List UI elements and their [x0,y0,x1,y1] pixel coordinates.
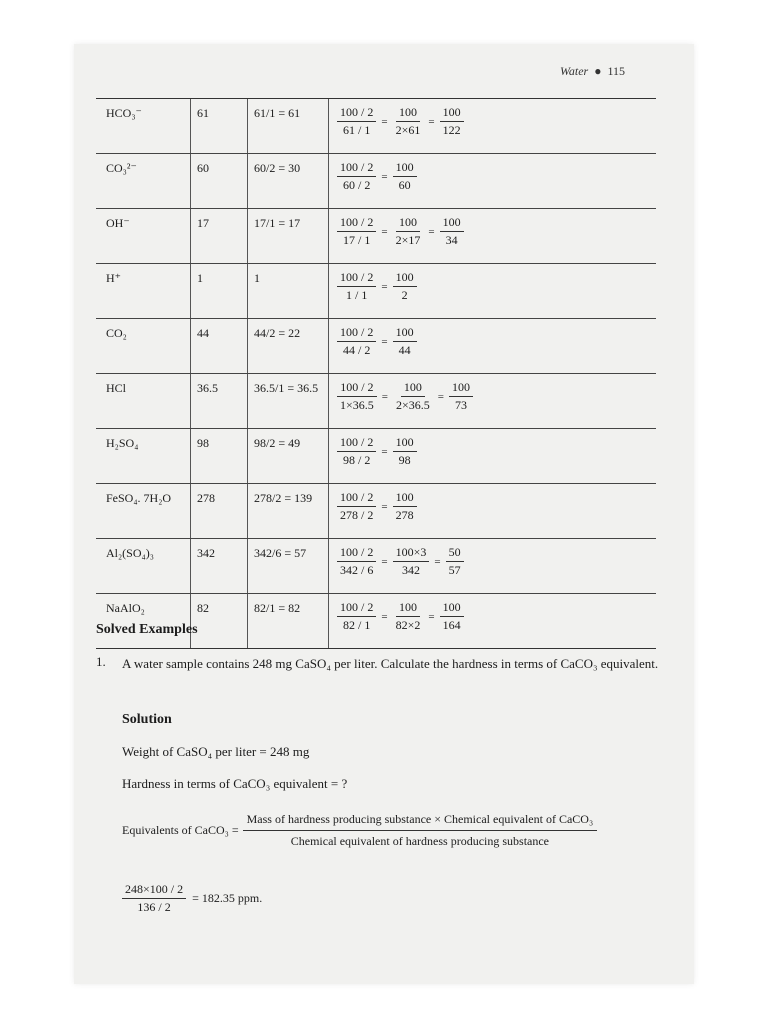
fraction [393,600,424,633]
fraction-denominator: 2×61 [395,123,421,137]
multiplication-factor-cell [329,594,657,649]
chemical-equivalent-cell: 17/1 = 17 [248,209,329,264]
substance-cell: Al₂(SO₄)₃ [96,539,191,594]
fraction [393,435,417,468]
table-row [96,99,656,154]
question-text: A water sample contains 248 mg CaSO₄ per liter. Calculate the hardness in terms of CaCO₃ equivalent. [122,656,659,671]
multiplication-factor-cell [329,264,657,319]
fraction [440,600,464,633]
fraction-numerator: 100 [396,215,420,232]
multiplication-factor-cell [329,209,657,264]
equivalents-formula [122,812,597,849]
fraction-numerator: 50 [446,545,464,562]
fraction-numerator: 100 / 2 [337,435,376,452]
chemical-equivalent-cell: 60/2 = 30 [248,154,329,209]
fraction-denominator: 34 [445,233,458,247]
molecular-weight-cell: 44 [191,319,248,374]
fraction-expression [337,545,650,578]
equals-sign: = [381,390,388,403]
given-line: Weight of CaSO₄ per liter = 248 mg [122,744,310,759]
formula-label: Equivalents of CaCO₃ = [122,823,239,837]
fraction-numerator: 100 / 2 [337,490,376,507]
section-title: Water [560,64,589,78]
fraction-expression [337,215,650,248]
fraction-denominator: 1×36.5 [340,398,374,412]
molecular-weight-cell: 98 [191,429,248,484]
table-row [96,429,656,484]
substance-cell: NaAlO₂ [96,594,191,649]
fraction-numerator: 100 / 2 [337,545,376,562]
fraction-numerator: 100 / 2 [337,215,376,232]
fraction-denominator: 342 [401,563,420,577]
fraction-denominator: 57 [448,563,461,577]
fraction-denominator: 60 / 2 [343,178,371,192]
table-row [96,209,656,264]
equals-sign: = [437,390,444,403]
fraction-denominator: 342 / 6 [340,563,374,577]
equals-sign: = [381,555,388,568]
multiplication-factor-cell [329,484,657,539]
fraction-denominator: 2×36.5 [396,398,430,412]
fraction-numerator: 100 [393,490,417,507]
fraction-numerator: 100 / 2 [337,105,376,122]
molecular-weight-cell: 60 [191,154,248,209]
fraction [393,545,430,578]
equals-sign: = [428,225,435,238]
chemical-equivalent-cell: 44/2 = 22 [248,319,329,374]
equals-sign: = [434,555,441,568]
multiplication-factor-cell [329,539,657,594]
fraction-denominator: 60 [398,178,411,192]
calculation [122,882,262,915]
fraction-numerator: 100×3 [393,545,430,562]
fraction-denominator: 164 [442,618,461,632]
solution-heading: Solution [122,712,172,727]
fraction-numerator: 100 / 2 [337,325,376,342]
equals-sign: = [381,225,388,238]
fraction [393,215,424,248]
fraction-expression [337,270,650,303]
equals-sign: = [381,500,388,513]
fraction-expression [337,435,650,468]
fraction [337,435,376,468]
fraction [337,160,376,193]
fraction-denominator: 44 [398,343,411,357]
fraction [337,545,376,578]
table-row [96,539,656,594]
calc-denominator: 136 / 2 [137,900,171,914]
fraction-numerator: 100 [440,600,464,617]
molecular-weight-cell: 342 [191,539,248,594]
fraction [449,380,473,413]
substance-cell: H⁺ [96,264,191,319]
bullet: ● [594,64,602,78]
fraction [440,105,464,138]
fraction-expression [337,600,650,633]
solved-examples-heading: Solved Examples [96,622,198,637]
fraction-denominator: 278 / 2 [340,508,374,522]
multiplication-factor-cell [329,154,657,209]
calc-result: = 182.35 ppm. [192,891,263,905]
molecular-weight-cell: 36.5 [191,374,248,429]
chemical-equivalent-cell: 1 [248,264,329,319]
fraction-numerator: 100 [393,270,417,287]
substance-cell: CO₂ [96,319,191,374]
formula-fraction [243,812,598,849]
fraction-denominator: 73 [455,398,467,412]
fraction-numerator: 100 [393,325,417,342]
fraction-denominator: 2×17 [395,233,421,247]
calc-fraction [122,882,186,915]
fraction-numerator: 100 [440,215,464,232]
fraction-expression [337,105,650,138]
equivalents-table [96,98,656,649]
fraction [393,160,417,193]
molecular-weight-cell: 1 [191,264,248,319]
table-row [96,374,656,429]
table-row [96,264,656,319]
molecular-weight-cell: 278 [191,484,248,539]
fraction-denominator: 61 / 1 [343,123,371,137]
page-number: 115 [607,64,626,78]
table-row [96,484,656,539]
equals-sign: = [381,610,388,623]
fraction [337,325,376,358]
fraction [393,490,417,523]
equals-sign: = [381,170,388,183]
fraction-denominator: 1 / 1 [346,288,368,302]
chemical-equivalent-cell: 36.5/1 = 36.5 [248,374,329,429]
fraction-denominator: 82×2 [395,618,421,632]
fraction-numerator: 100 / 2 [337,380,376,397]
fraction [393,325,417,358]
equals-sign: = [381,335,388,348]
fraction [393,105,424,138]
fraction-numerator: 100 [449,380,473,397]
fraction-denominator: 122 [442,123,461,137]
equals-sign: = [428,610,435,623]
fraction-numerator: 100 / 2 [337,160,376,177]
fraction [337,380,377,413]
fraction-numerator: 100 [440,105,464,122]
substance-cell: FeSO₄. 7H₂O [96,484,191,539]
fraction-denominator: 17 / 1 [343,233,371,247]
fraction-numerator: 100 [396,105,420,122]
fraction [337,105,376,138]
substance-cell: OH⁻ [96,209,191,264]
fraction-denominator: 82 / 1 [343,618,371,632]
equals-sign: = [428,115,435,128]
fraction-numerator: 100 [401,380,425,397]
chemical-equivalent-cell: 61/1 = 61 [248,99,329,154]
fraction-expression [337,325,650,358]
chemical-equivalent-cell: 342/6 = 57 [248,539,329,594]
chemical-equivalent-cell: 98/2 = 49 [248,429,329,484]
question-number: 1. [96,654,106,669]
molecular-weight-cell: 17 [191,209,248,264]
chemical-equivalent-cell: 82/1 = 82 [248,594,329,649]
fraction-expression [337,160,650,193]
chemical-equivalent-cell: 278/2 = 139 [248,484,329,539]
substance-cell: H₂SO₄ [96,429,191,484]
fraction-numerator: 100 [393,160,417,177]
fraction-expression [337,490,650,523]
substance-cell: HCO₃⁻ [96,99,191,154]
fraction [393,380,433,413]
fraction [337,270,376,303]
fraction [440,215,464,248]
molecular-weight-cell: 61 [191,99,248,154]
fraction-numerator: 100 [396,600,420,617]
fraction-numerator: 100 / 2 [337,600,376,617]
formula-denominator: Chemical equivalent of hardness producing substance [290,834,550,848]
fraction-denominator: 2 [401,288,408,302]
fraction [337,490,376,523]
fraction-denominator: 98 / 2 [343,453,371,467]
table-row [96,319,656,374]
formula-numerator: Mass of hardness producing substance × Chemical equivalent of CaCO₃ [243,812,598,831]
find-line: Hardness in terms of CaCO₃ equivalent = ? [122,776,348,791]
substance-cell: CO₃²⁻ [96,154,191,209]
multiplication-factor-cell [329,99,657,154]
molecular-weight-cell: 82 [191,594,248,649]
fraction [337,215,376,248]
multiplication-factor-cell [329,374,657,429]
multiplication-factor-cell [329,319,657,374]
equals-sign: = [381,280,388,293]
equals-sign: = [381,115,388,128]
fraction-expression [337,380,650,413]
fraction [446,545,464,578]
fraction-numerator: 100 / 2 [337,270,376,287]
multiplication-factor-cell [329,429,657,484]
table-row [96,594,656,649]
fraction-denominator: 278 [395,508,414,522]
substance-cell: HCl [96,374,191,429]
fraction-denominator: 44 / 2 [343,343,371,357]
running-head [560,64,625,79]
equals-sign: = [381,445,388,458]
fraction [393,270,417,303]
table-row [96,154,656,209]
calc-numerator: 248×100 / 2 [122,882,186,899]
fraction [337,600,376,633]
fraction-denominator: 98 [398,453,411,467]
fraction-numerator: 100 [393,435,417,452]
